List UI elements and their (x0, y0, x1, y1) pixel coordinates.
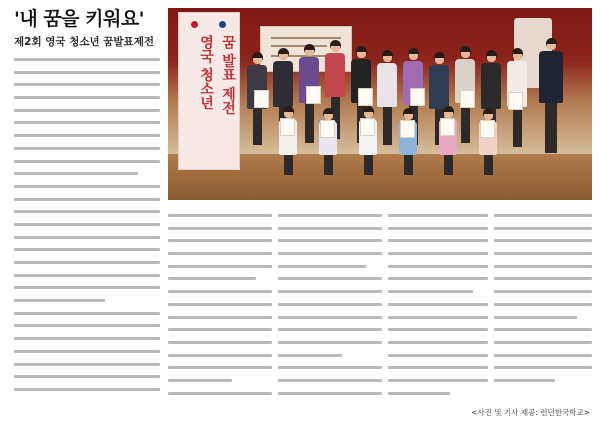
photo-credit: <사진 및 기사 제공: 런던한국학교> (471, 408, 590, 417)
body-column-3 (278, 214, 382, 410)
body-column-5 (494, 214, 592, 394)
body-column-2 (168, 214, 272, 410)
event-banner (178, 12, 240, 170)
korean-flag-icon (191, 21, 198, 28)
group-photo (168, 8, 592, 200)
banner-text-2: 꿈 발표 제전 (220, 35, 236, 115)
uk-flag-icon (219, 21, 226, 28)
subhead: 제2회 영국 청소년 꿈발표제전 (14, 36, 154, 48)
headline: '내 꿈을 키워요' (14, 8, 144, 30)
body-column-1 (14, 58, 160, 410)
banner-text-1: 영국 청소년 (198, 35, 214, 110)
body-column-4 (388, 214, 488, 410)
